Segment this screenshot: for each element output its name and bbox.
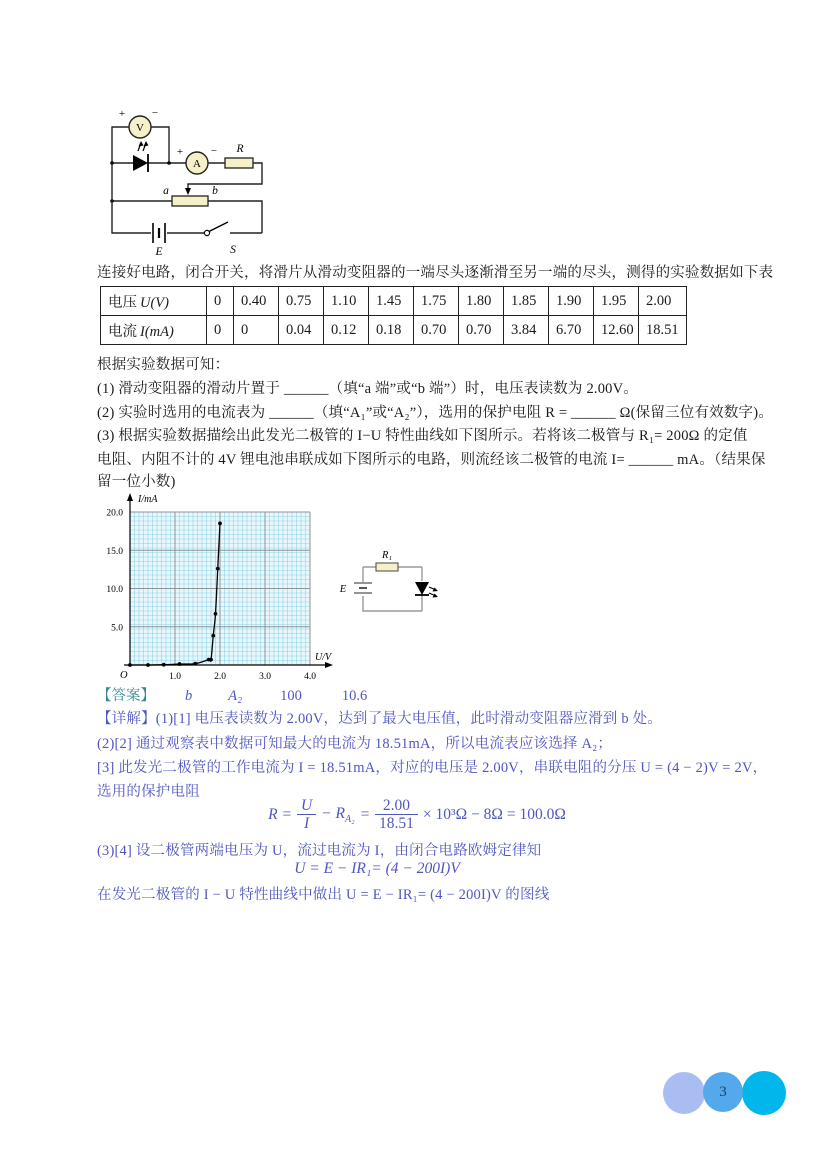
page-number: 3 — [719, 1084, 727, 1100]
data-point — [211, 634, 215, 638]
answer-value-3: 100 — [280, 688, 302, 704]
switch-label: S — [230, 244, 236, 256]
cell: 0 — [234, 316, 279, 345]
formula-tail: × 10³Ω − 8Ω = 100.0Ω — [422, 805, 566, 823]
data-point — [216, 567, 220, 571]
led-arrowhead-1 — [433, 588, 439, 592]
page-number-badge[interactable] — [703, 1072, 743, 1112]
fraction-numerator: U — [297, 797, 316, 815]
table-row-voltage — [101, 287, 687, 316]
y-tick-label: 15.0 — [106, 546, 123, 557]
formula-mid — [321, 805, 354, 825]
formula-lhs: R = — [268, 805, 292, 823]
table-row-current — [101, 316, 687, 345]
wiper-arrow — [185, 188, 191, 195]
row-header-current — [101, 316, 207, 345]
data-point — [209, 658, 213, 662]
cell: 1.85 — [504, 287, 549, 316]
data-point — [128, 663, 132, 667]
explanation-line-3: [3] 此发光二极管的工作电流为 I = 18.51mA，对应的电压是 2.00V，串联电阻的分压 U = (4 − 2)V = 2V， — [97, 760, 768, 776]
cell: 1.80 — [459, 287, 504, 316]
resistor-r1-icon — [376, 563, 398, 571]
data-point — [178, 662, 182, 666]
x-tick-label: 4.0 — [304, 672, 316, 682]
rheostat-b-label: b — [212, 185, 218, 197]
cell: 0 — [207, 287, 234, 316]
rheostat-a-label: a — [163, 185, 169, 197]
led-arrowhead-2 — [144, 141, 149, 147]
series-circuit-diagram — [333, 538, 468, 633]
battery-label: E — [155, 246, 163, 258]
resistor-r1-label: R₁ — [381, 550, 393, 561]
cell: 0.18 — [369, 316, 414, 345]
x-tick-label: 1.0 — [169, 672, 181, 682]
y-tick-label: 10.0 — [106, 585, 123, 595]
cell: 0.70 — [414, 316, 459, 345]
resistor-label: R — [236, 143, 244, 155]
ohms-law-formula: U = E − IR₁= (4 − 200I)V — [294, 860, 460, 877]
switch-pivot — [204, 230, 209, 235]
footer-circle-left — [663, 1072, 705, 1114]
row-header-math: U(V) — [140, 294, 169, 311]
x-tick-label: 3.0 — [259, 672, 271, 682]
explanation-line-1: 【详解】(1)[1] 电压表读数为 2.00V，达到了最大电压值，此时滑动变阻器应滑到 b 处。 — [97, 711, 663, 727]
led-arrowhead-2 — [433, 594, 439, 598]
cell: 0.04 — [279, 316, 324, 345]
led-icon — [415, 582, 429, 595]
cell: 0.70 — [459, 316, 504, 345]
question-2: (2) 实验时选用的电流表为 ______（填“A₁”或“A₂”），选用的保护电阻 R = ______ Ω(保留三位有效数字)。 — [97, 405, 773, 421]
cell: 1.95 — [594, 287, 639, 316]
data-point — [218, 521, 222, 525]
cell: 0.40 — [234, 287, 279, 316]
formula-subscript: A₂ — [344, 813, 355, 825]
formula-equals: = — [359, 805, 371, 823]
answer-value-4: 10.6 — [341, 688, 368, 704]
x-axis-label: U/V — [315, 652, 332, 663]
led-icon — [133, 155, 148, 171]
iu-characteristic-chart — [85, 488, 343, 684]
cell: 0.12 — [324, 316, 369, 345]
resistance-formula — [97, 797, 737, 832]
resistor-icon — [225, 158, 253, 168]
cell: 0 — [207, 316, 234, 345]
question-3-line3: 留一位小数) — [97, 474, 176, 490]
fraction-u-over-i — [297, 797, 316, 832]
cell: 0.75 — [279, 287, 324, 316]
y-tick-label: 5.0 — [111, 623, 123, 634]
cell: 1.45 — [369, 287, 414, 316]
cell: 1.90 — [549, 287, 594, 316]
explanation-line-6: 在发光二极管的 I − U 特性曲线中做出 U = E − IR₁= (4 − 200I)V 的图线 — [97, 887, 550, 903]
cell: 12.60 — [594, 316, 639, 345]
cell: 2.00 — [639, 287, 687, 316]
answer-line — [97, 684, 367, 705]
voltmeter-minus: − — [151, 107, 159, 119]
answer-value-2: A₂ — [228, 688, 243, 704]
explanation-line-5: (3)[4] 设二极管两端电压为 U，流过电流为 I，由闭合电路欧姆定律知 — [97, 843, 542, 859]
cell: 1.10 — [324, 287, 369, 316]
row-header-cn: 电压 — [108, 294, 137, 311]
row-header-math: I(mA) — [140, 323, 174, 340]
switch-lever — [209, 222, 228, 232]
origin-label: O — [120, 670, 128, 681]
question-3-line1: (3) 根据实验数据描绘出此发光二极管的 I−U 特性曲线如下图所示。若将该二极管与 R₁= 200Ω 的定值 — [97, 428, 748, 444]
explanation-line-2: (2)[2] 通过观察表中数据可知最大的电流为 18.51mA，所以电流表应该选择 A₂； — [97, 736, 613, 752]
question-1: (1) 滑动变阻器的滑动片置于 ______（填“a 端”或“b 端”）时，电压表读数为 2.00V。 — [97, 381, 639, 397]
intro-paragraph: 连接好电路，闭合开关，将滑片从滑动变阻器的一端尽头逐渐滑至另一端的尽头，测得的实验数据如下表 — [97, 265, 774, 281]
loop-wires — [363, 567, 422, 611]
footer-circle-right — [742, 1071, 786, 1115]
row-header-cn: 电流 — [108, 323, 137, 340]
data-table — [100, 286, 687, 345]
x-tick-label: 2.0 — [214, 672, 226, 682]
questions-lead: 根据实验数据可知： — [97, 357, 230, 373]
data-point — [193, 662, 197, 666]
voltmeter-label: V — [136, 122, 144, 134]
ammeter-label: A — [193, 158, 201, 170]
fraction-numeric — [375, 797, 418, 832]
data-point — [162, 663, 166, 667]
battery-e-label: E — [339, 584, 347, 595]
cell: 1.75 — [414, 287, 459, 316]
data-point — [214, 612, 218, 616]
junction-dot — [167, 161, 171, 165]
explanation-line-4: 选用的保护电阻 — [97, 784, 200, 800]
question-3-line2: 电阻、内阻不计的 4V 锂电池串联成如下图所示的电路，则流经该二极管的电流 I= ______ mA。（结果保 — [97, 452, 766, 468]
formula-mid-text: − R — [321, 804, 345, 822]
fraction-denominator: I — [303, 815, 310, 833]
cell: 18.51 — [639, 316, 687, 345]
rheostat-icon — [172, 196, 208, 206]
fraction-numerator: 2.00 — [375, 797, 418, 815]
measurement-circuit-diagram — [93, 100, 271, 258]
answer-value-1: b — [185, 688, 193, 704]
y-axis-arrow — [127, 493, 133, 501]
cell: 6.70 — [549, 316, 594, 345]
cell: 3.84 — [504, 316, 549, 345]
row-header-voltage — [101, 287, 207, 316]
answer-label: 【答案】 — [97, 688, 155, 704]
data-point — [146, 663, 150, 667]
led-arrowhead-1 — [139, 141, 144, 147]
voltmeter-plus: + — [118, 108, 126, 120]
y-axis-label: I/mA — [138, 494, 158, 505]
y-tick-label: 20.0 — [106, 508, 123, 519]
ammeter-plus: + — [176, 146, 184, 158]
fraction-denominator: 18.51 — [379, 815, 414, 833]
ammeter-minus: − — [210, 145, 218, 157]
